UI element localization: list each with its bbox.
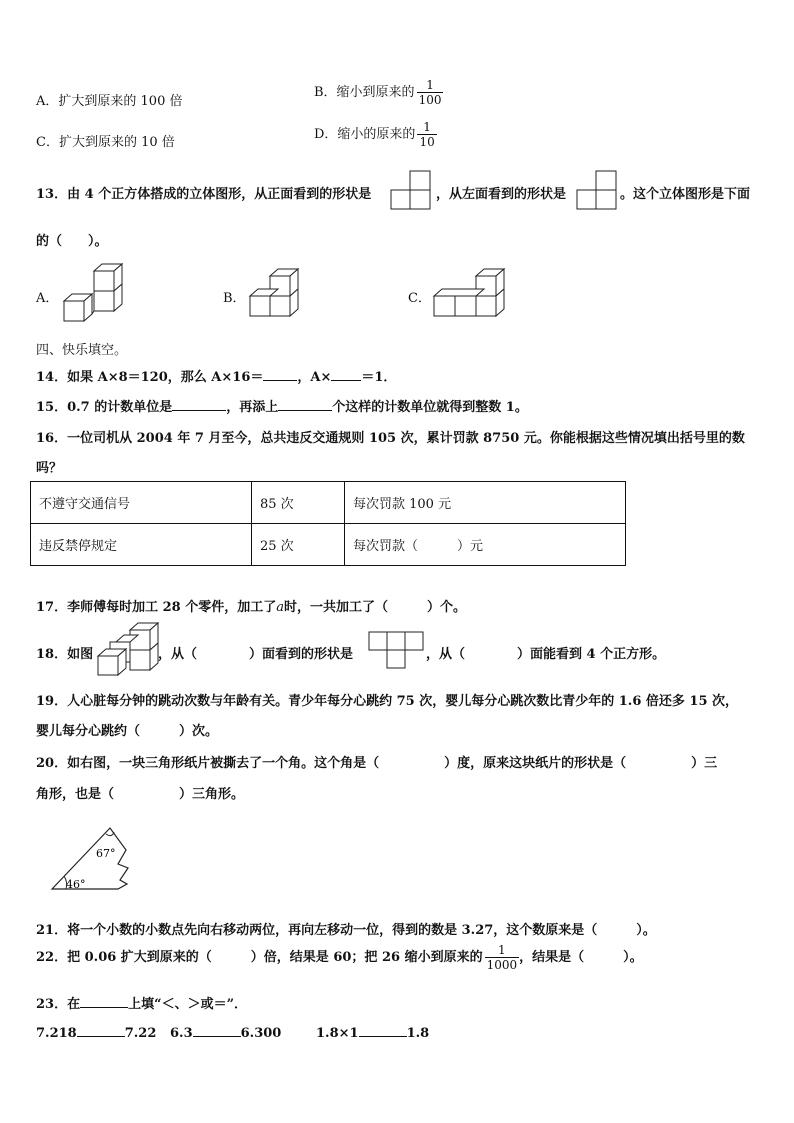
q20-line1: 20．如右图，一块三角形纸片被撕去了一个角。这个角是（ ）度，原来这块纸片的形状是（ ）三 (36, 756, 718, 771)
variable-a: a (276, 600, 284, 615)
q18-text-a: 18．如图 (36, 647, 94, 662)
fraction: $\frac{1}{100}$ (418, 78, 442, 107)
q13-left-view-figure (576, 170, 620, 210)
q19-line1: 19．人心脏每分钟的跳动次数与年龄有关。青少年每分心跳约 75 次，婴儿每分心跳次数比青少年的 1.6 倍还多 15 次， (36, 694, 739, 709)
question-17: 17．李师傅每时加工 28 个零件，加工了a时，一共加工了（ ）个。 (36, 600, 467, 615)
fraction: $\frac{1}{10}$ (419, 120, 435, 149)
q13-option-a-label: A． (36, 291, 59, 306)
q13-option-b-figure (246, 268, 306, 322)
q23-comparison-1: 7.218 7.22 (36, 1026, 157, 1041)
q12-option-c: C．扩大到原来的 10 倍 (36, 135, 175, 150)
q12-option-d: D．缩小的原来的 $\frac{1}{10}$ (314, 120, 435, 149)
q13-option-c-figure (432, 266, 508, 320)
q13-option-b-label: B． (223, 291, 246, 306)
question-21: 21．将一个小数的小数点先向右移动两位，再向左移动一位，得到的数是 3.27，这个数原来是（ ）。 (36, 923, 656, 938)
table-row (31, 482, 626, 524)
q13-line2: 的（ ）。 (36, 234, 108, 249)
q12-option-a: A．扩大到原来的 100 倍 (36, 94, 183, 109)
table-cell: 85 次 (252, 482, 345, 524)
table-cell: 不遵守交通信号 (31, 482, 252, 524)
answer-blank[interactable] (77, 1024, 125, 1037)
q18-cube-figure (96, 622, 160, 676)
fraction: $\frac{1}{1000}$ (486, 943, 518, 972)
angle-label-bottom: 46° (66, 878, 86, 891)
angle-label-top: 67° (96, 847, 116, 860)
answer-blank[interactable] (359, 1024, 407, 1037)
q13-front-view-figure (390, 170, 434, 210)
answer-blank[interactable] (193, 1024, 241, 1037)
table-row (31, 524, 626, 566)
answer-blank[interactable] (331, 368, 361, 381)
q18-view-figure (368, 631, 426, 671)
q16-line1: 16．一位司机从 2004 年 7 月至今，总共违反交通规则 105 次，累计罚款 8750 元。你能根据这些情况填出括号里的数 (36, 431, 745, 446)
q13-line1-b: ，从左面看到的形状是 (436, 187, 567, 202)
q13-line1-a: 13．由 4 个正方体搭成的立体图形，从正面看到的形状是 (36, 187, 372, 202)
q23-comparison-3: 1.8×1 1.8 (316, 1026, 430, 1041)
table-cell: 违反禁停规定 (31, 524, 252, 566)
question-22: 22．把 0.06 扩大到原来的（ ）倍，结果是 60；把 26 缩小到原来的 $\frac{1}{1000}$ ，结果是（ ）。 (36, 943, 643, 972)
answer-blank[interactable] (172, 398, 226, 411)
table-cell: 每次罚款（ ）元 (345, 524, 626, 566)
q13-option-c-label: C． (408, 291, 431, 306)
q16-line2: 吗？ (36, 461, 63, 476)
q20-line2: 角形，也是（ ）三角形。 (36, 787, 245, 802)
q13-option-a-figure (62, 263, 126, 325)
q19-line2: 婴儿每分心跳约（ ）次。 (36, 724, 219, 739)
table-cell: 每次罚款 100 元 (345, 482, 626, 524)
q23-comparison-2: 6.3 6.300 (170, 1026, 282, 1041)
torn-triangle-figure (50, 826, 130, 892)
answer-blank[interactable] (278, 398, 332, 411)
violation-table (30, 481, 626, 566)
question-23: 23．在 上填“＜、＞或＝”． (36, 997, 248, 1012)
q18-text-c: ，从（ ）面能看到 4 个正方形。 (426, 647, 666, 662)
question-15: 15．0.7 的计数单位是 ，再添上 个这样的计数单位就得到整数 1。 (36, 400, 528, 415)
q18-text-b: ，从（ ）面看到的形状是 (158, 647, 354, 662)
q12-option-b: B．缩小到原来的 $\frac{1}{100}$ (314, 78, 442, 107)
answer-blank[interactable] (263, 368, 297, 381)
section-heading: 四、快乐填空。 (36, 343, 128, 358)
q13-line1-c: 。这个立体图形是下面 (620, 187, 751, 202)
table-cell: 25 次 (252, 524, 345, 566)
question-14: 14．如果 A×8＝120，那么 A×16＝ ，A× ＝1． (36, 370, 397, 385)
answer-blank[interactable] (80, 995, 128, 1008)
